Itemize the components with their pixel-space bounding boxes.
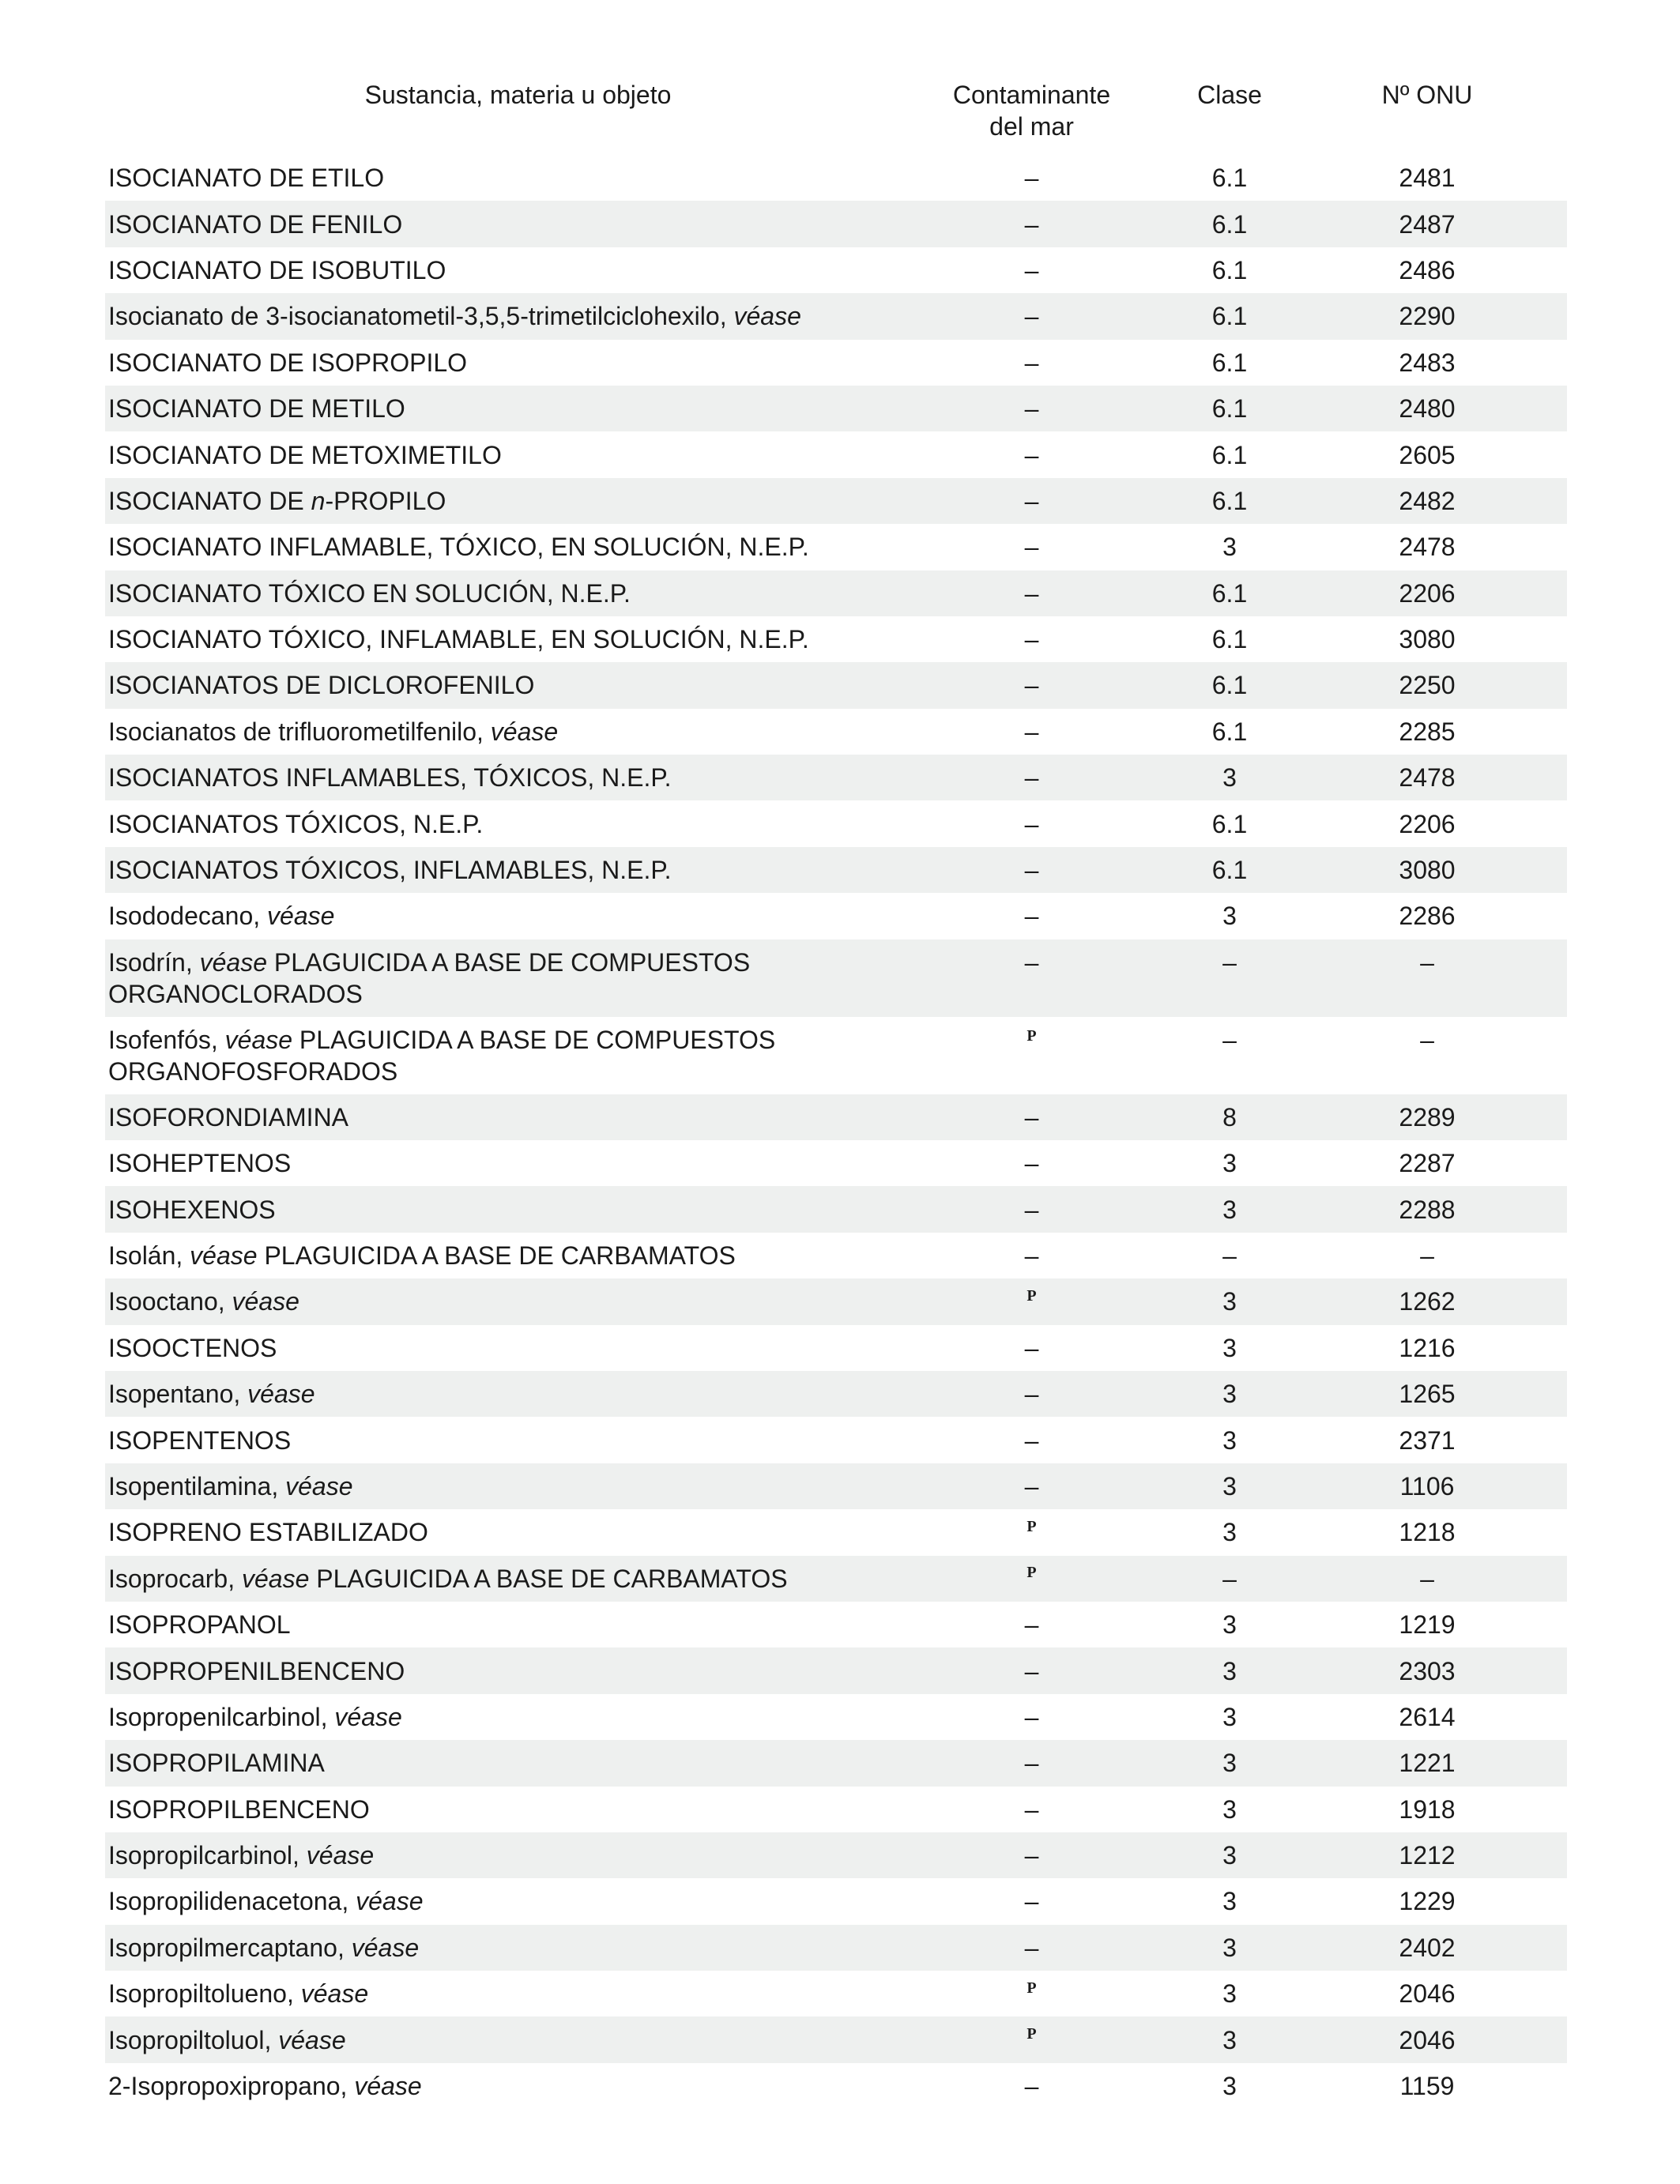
substance-name <box>105 1516 931 1548</box>
marine-pollutant-cell: – <box>1024 533 1039 562</box>
un-number-cell: 2206 <box>1399 809 1456 838</box>
substance-reference: PLAGUICIDA A BASE DE COMPUESTOS ORGANOCLORADOS <box>108 947 751 1008</box>
substance-text: ISOHEPTENOS <box>108 1149 292 1178</box>
marine-pollutant-cell: – <box>1024 394 1039 424</box>
substance-reference: -PROPILO <box>325 486 446 515</box>
substance-name <box>105 254 931 286</box>
substance-name <box>105 1794 931 1825</box>
class-cell: 6.1 <box>1211 255 1248 284</box>
substance-italic: véase <box>278 1471 353 1501</box>
substance-name <box>105 1425 931 1456</box>
un-number-cell: 3080 <box>1399 856 1456 885</box>
substance-text: Isooctano, <box>108 1287 225 1316</box>
substance-text: ISOPROPILAMINA <box>108 1749 325 1778</box>
substance-name <box>105 209 931 240</box>
marine-pollutant-cell: – <box>1024 2072 1039 2101</box>
class-cell: 6.1 <box>1211 578 1248 608</box>
table-row <box>105 1140 1567 1186</box>
substance-name <box>105 1563 931 1595</box>
marine-pollutant-cell: – <box>1024 164 1039 193</box>
substance-text: ISOHEXENOS <box>108 1195 276 1224</box>
class-cell: 3 <box>1222 1195 1237 1224</box>
substance-italic: véase <box>348 1887 424 1916</box>
marine-pollutant-cell: – <box>1024 809 1039 838</box>
table-row <box>105 662 1567 708</box>
substance-text: ISOCIANATO TÓXICO, INFLAMABLE, EN SOLUCIÓN, N.E.P. <box>108 625 809 654</box>
substance-italic: véase <box>224 1287 299 1316</box>
table-row <box>105 431 1567 477</box>
un-number-cell: 2046 <box>1399 2025 1456 2054</box>
substance-name <box>105 1101 931 1133</box>
substance-text: ISOOCTENOS <box>108 1333 277 1362</box>
substance-text: ISOPROPENILBENCENO <box>108 1656 405 1685</box>
substance-reference: PLAGUICIDA A BASE DE CARBAMATOS <box>257 1241 736 1270</box>
class-cell: 3 <box>1222 2072 1237 2101</box>
class-cell: 3 <box>1222 2025 1237 2054</box>
substance-text: Isocianatos de trifluorometilfenilo, <box>108 717 484 746</box>
un-number-cell: 1216 <box>1399 1333 1456 1362</box>
substance-text: Isoprocarb, <box>108 1564 235 1593</box>
marine-pollutant-cell: – <box>1024 856 1039 885</box>
class-cell: 8 <box>1222 1102 1237 1132</box>
substance-text: ISOCIANATO DE FENILO <box>108 209 403 239</box>
table-row <box>105 1971 1567 2016</box>
marine-pollutant-symbol: P <box>1026 1979 1037 1997</box>
substance-name <box>105 1609 931 1640</box>
substance-name <box>105 1286 931 1317</box>
un-number-cell: 2289 <box>1399 1102 1456 1132</box>
table-row <box>105 478 1567 524</box>
un-number-cell: 2290 <box>1399 302 1456 331</box>
substance-name <box>105 1932 931 1964</box>
marine-pollutant-cell: – <box>1024 486 1039 515</box>
substance-name <box>105 531 931 563</box>
table-row <box>105 340 1567 386</box>
class-cell: 6.1 <box>1211 440 1248 469</box>
substance-name <box>105 762 931 793</box>
table-row <box>105 386 1567 431</box>
header-substance: Sustancia, materia u objeto <box>364 81 672 109</box>
substance-italic: véase <box>726 302 801 331</box>
un-number-cell: 2483 <box>1399 348 1456 377</box>
un-number-cell: 1918 <box>1399 1794 1456 1824</box>
class-cell: 6.1 <box>1211 486 1248 515</box>
un-number-cell: 2482 <box>1399 486 1456 515</box>
marine-pollutant-cell: – <box>1024 440 1039 469</box>
class-cell: 3 <box>1222 1333 1237 1362</box>
un-number-cell: 2487 <box>1399 209 1456 239</box>
un-number-cell: 1212 <box>1399 1841 1456 1870</box>
marine-pollutant-cell: – <box>1024 1195 1039 1224</box>
class-cell: 3 <box>1222 1702 1237 1731</box>
substance-name <box>105 1147 931 1179</box>
marine-pollutant-cell <box>931 1561 1132 1596</box>
marine-pollutant-cell: – <box>1024 1841 1039 1870</box>
marine-pollutant-cell: – <box>1024 717 1039 746</box>
marine-pollutant-symbol: P <box>1026 1564 1037 1582</box>
table-row <box>105 1509 1567 1555</box>
substance-italic: véase <box>347 2072 422 2101</box>
class-cell: 3 <box>1222 763 1237 793</box>
table-row <box>105 709 1567 755</box>
marine-pollutant-symbol: P <box>1026 1517 1037 1535</box>
substance-text: Isopropilidenacetona, <box>108 1887 349 1916</box>
substance-text: ISOCIANATO INFLAMABLE, TÓXICO, EN SOLUCIÓN, N.E.P. <box>108 533 809 562</box>
table-row <box>105 1278 1567 1324</box>
table-row <box>105 1417 1567 1463</box>
un-number-cell: 2614 <box>1399 1702 1456 1731</box>
table-row <box>105 755 1567 800</box>
table-row <box>105 1556 1567 1602</box>
page <box>105 79 1567 2109</box>
table-row <box>105 1878 1567 1924</box>
class-cell: 6.1 <box>1211 164 1248 193</box>
substance-text: ISOCIANATO TÓXICO EN SOLUCIÓN, N.E.P. <box>108 578 631 608</box>
substance-name <box>105 347 931 378</box>
class-cell: 6.1 <box>1211 625 1248 654</box>
substance-italic: véase <box>299 1841 375 1870</box>
table-row <box>105 293 1567 339</box>
substance-text: ISOCIANATO DE ISOPROPILO <box>108 348 468 377</box>
marine-pollutant-symbol: P <box>1026 2025 1037 2043</box>
marine-pollutant-cell: – <box>1024 1749 1039 1778</box>
substance-name <box>105 1655 931 1687</box>
table-row <box>105 939 1567 1017</box>
un-number-cell: 2250 <box>1399 671 1456 700</box>
un-number-cell: – <box>1420 1025 1434 1054</box>
substance-name <box>105 485 931 517</box>
substance-name <box>105 669 931 701</box>
un-number-cell: 1229 <box>1399 1887 1456 1916</box>
substance-name <box>105 439 931 471</box>
class-cell: 3 <box>1222 1794 1237 1824</box>
substance-italic: véase <box>293 1979 369 2009</box>
un-number-cell: 1262 <box>1399 1287 1456 1316</box>
table-row <box>105 1463 1567 1509</box>
substance-text: Isododecano, <box>108 902 261 931</box>
substance-text: ISOCIANATO DE <box>108 486 311 515</box>
class-cell: 3 <box>1222 1149 1237 1178</box>
substance-text: ISOCIANATOS INFLAMABLES, TÓXICOS, N.E.P. <box>108 763 672 793</box>
substance-text: Isolán, <box>108 1241 183 1270</box>
marine-pollutant-cell: – <box>1024 578 1039 608</box>
substance-text: ISOPRENO ESTABILIZADO <box>108 1518 428 1547</box>
substance-text: Isopropiltolueno, <box>108 1979 294 2009</box>
marine-pollutant-cell: – <box>1024 1380 1039 1409</box>
marine-pollutant-cell: – <box>1024 1425 1039 1455</box>
substance-name <box>105 1978 931 2009</box>
class-cell: 6.1 <box>1211 671 1248 700</box>
substance-name <box>105 300 931 332</box>
substance-text: Isopentano, <box>108 1380 241 1409</box>
substance-italic: véase <box>192 947 267 977</box>
substance-italic: véase <box>483 717 559 746</box>
class-cell: – <box>1222 1241 1237 1270</box>
un-number-cell: 3080 <box>1399 625 1456 654</box>
substance-italic: véase <box>217 1025 293 1054</box>
un-number-cell: 1159 <box>1399 2072 1455 2101</box>
class-cell: 3 <box>1222 1287 1237 1316</box>
marine-pollutant-cell <box>931 2022 1132 2058</box>
substance-name <box>105 1332 931 1364</box>
table-row <box>105 1740 1567 1786</box>
un-number-cell: 2481 <box>1399 164 1456 193</box>
un-number-cell: 1106 <box>1399 1471 1455 1501</box>
table-row <box>105 1325 1567 1371</box>
class-cell: – <box>1222 947 1237 977</box>
un-number-cell: 2303 <box>1399 1656 1456 1685</box>
class-cell: 3 <box>1222 1933 1237 1962</box>
substance-italic: n <box>311 486 326 515</box>
marine-pollutant-cell: – <box>1024 255 1039 284</box>
table-row <box>105 1787 1567 1832</box>
un-number-cell: 2371 <box>1399 1425 1456 1455</box>
class-cell: 3 <box>1222 1979 1237 2009</box>
un-number-cell: 2206 <box>1399 578 1456 608</box>
class-cell: – <box>1222 1025 1237 1054</box>
header-un-number: Nº ONU <box>1381 81 1473 109</box>
substance-text: ISOPROPANOL <box>108 1610 291 1640</box>
header-marine-pollutant <box>931 79 1132 155</box>
class-cell: 3 <box>1222 1471 1237 1501</box>
substance-name <box>105 1470 931 1502</box>
marine-pollutant-cell: – <box>1024 1610 1039 1640</box>
marine-pollutant-cell <box>931 1976 1132 2012</box>
class-cell: 3 <box>1222 1518 1237 1547</box>
table-row <box>105 570 1567 616</box>
substance-italic: véase <box>271 2025 346 2054</box>
table-body <box>105 155 1567 2109</box>
substance-name <box>105 808 931 840</box>
un-number-cell: 2285 <box>1399 717 1456 746</box>
marine-pollutant-cell: – <box>1024 1333 1039 1362</box>
substance-name <box>105 854 931 886</box>
substance-name <box>105 947 931 1010</box>
un-number-cell: 2605 <box>1399 440 1456 469</box>
marine-pollutant-symbol: P <box>1026 1026 1037 1045</box>
marine-pollutant-cell: – <box>1024 1656 1039 1685</box>
substance-italic: véase <box>260 902 335 931</box>
substance-text: Isopentilamina, <box>108 1471 279 1501</box>
marine-pollutant-cell: – <box>1024 348 1039 377</box>
marine-pollutant-cell: – <box>1024 1241 1039 1270</box>
substance-name <box>105 1839 931 1871</box>
marine-pollutant-cell <box>931 1284 1132 1320</box>
table-row <box>105 893 1567 939</box>
un-number-cell: 1218 <box>1399 1518 1456 1547</box>
un-number-cell: 2478 <box>1399 533 1456 562</box>
substance-italic: véase <box>344 1933 420 1962</box>
table-row <box>105 1186 1567 1232</box>
class-cell: 6.1 <box>1211 302 1248 331</box>
substance-italic: véase <box>327 1702 402 1731</box>
substance-italic: véase <box>183 1241 258 1270</box>
substance-italic: véase <box>240 1380 315 1409</box>
class-cell: 3 <box>1222 1887 1237 1916</box>
table-row <box>105 2016 1567 2062</box>
substance-name <box>105 1885 931 1917</box>
substance-text: ISOCIANATO DE METOXIMETILO <box>108 440 502 469</box>
un-number-cell: – <box>1420 1564 1434 1593</box>
marine-pollutant-cell <box>931 1515 1132 1550</box>
un-number-cell: 1219 <box>1399 1610 1456 1640</box>
substance-name <box>105 716 931 747</box>
substance-text: ISOCIANATOS TÓXICOS, N.E.P. <box>108 809 484 838</box>
table-row <box>105 1602 1567 1647</box>
class-cell: 3 <box>1222 1841 1237 1870</box>
substance-name <box>105 1747 931 1779</box>
header-marine-line1: Contaminante <box>952 81 1111 109</box>
substance-text: Isopropilmercaptano, <box>108 1933 345 1962</box>
substance-italic: véase <box>235 1564 310 1593</box>
class-cell: 3 <box>1222 902 1237 931</box>
marine-pollutant-cell: – <box>1024 625 1039 654</box>
class-cell: 3 <box>1222 1610 1237 1640</box>
substance-text: ISOCIANATOS TÓXICOS, INFLAMABLES, N.E.P. <box>108 856 672 885</box>
table-row <box>105 1094 1567 1140</box>
table-row <box>105 524 1567 570</box>
class-cell: 6.1 <box>1211 856 1248 885</box>
header-marine-line2: del mar <box>989 112 1074 141</box>
un-number-cell: 2478 <box>1399 763 1456 793</box>
un-number-cell: 2486 <box>1399 255 1456 284</box>
substance-text: ISOPENTENOS <box>108 1425 292 1455</box>
marine-pollutant-cell: – <box>1024 947 1039 977</box>
table-row <box>105 247 1567 293</box>
substance-text: ISOCIANATO DE ETILO <box>108 164 385 193</box>
marine-pollutant-cell: – <box>1024 671 1039 700</box>
table-row <box>105 2063 1567 2109</box>
substance-name <box>105 1701 931 1733</box>
substance-name <box>105 1240 931 1271</box>
substance-text: Isofenfós, <box>108 1025 218 1054</box>
substance-reference: PLAGUICIDA A BASE DE COMPUESTOS ORGANOFOSFORADOS <box>108 1025 776 1086</box>
substance-text: Isopropiltoluol, <box>108 2025 272 2054</box>
un-number-cell: 1265 <box>1399 1380 1456 1409</box>
un-number-cell: 2046 <box>1399 1979 1456 2009</box>
substance-text: ISOPROPILBENCENO <box>108 1794 370 1824</box>
class-cell: 3 <box>1222 1749 1237 1778</box>
un-number-cell: – <box>1420 1241 1434 1270</box>
marine-pollutant-cell <box>931 1024 1132 1060</box>
substance-name <box>105 1194 931 1226</box>
substance-reference: PLAGUICIDA A BASE DE CARBAMATOS <box>309 1564 788 1593</box>
substance-text: Isocianato de 3-isocianatometil-3,5,5-trimetilciclohexilo, <box>108 302 727 331</box>
substance-name <box>105 578 931 609</box>
marine-pollutant-cell: – <box>1024 209 1039 239</box>
class-cell: 6.1 <box>1211 394 1248 424</box>
class-cell: 6.1 <box>1211 209 1248 239</box>
marine-pollutant-cell: – <box>1024 1794 1039 1824</box>
substance-name <box>105 2070 931 2102</box>
substance-text: ISOCIANATOS DE DICLOROFENILO <box>108 671 535 700</box>
substance-text: ISOFORONDIAMINA <box>108 1102 349 1132</box>
substance-text: ISOCIANATO DE METILO <box>108 394 405 424</box>
un-number-cell: 2288 <box>1399 1195 1456 1224</box>
marine-pollutant-cell: – <box>1024 302 1039 331</box>
un-number-cell: 2286 <box>1399 902 1456 931</box>
substance-text: Isodrín, <box>108 947 193 977</box>
un-number-cell: 1221 <box>1399 1749 1456 1778</box>
table-header <box>105 79 1567 155</box>
table-row <box>105 155 1567 201</box>
substance-name <box>105 162 931 194</box>
table-row <box>105 1925 1567 1971</box>
substance-text: 2-Isopropoxipropano, <box>108 2072 348 2101</box>
table-row <box>105 847 1567 893</box>
table-row <box>105 800 1567 846</box>
table-row <box>105 1832 1567 1878</box>
table-row <box>105 201 1567 247</box>
class-cell: 3 <box>1222 1425 1237 1455</box>
class-cell: 6.1 <box>1211 717 1248 746</box>
substance-name <box>105 900 931 932</box>
class-cell: 3 <box>1222 1656 1237 1685</box>
substance-name <box>105 623 931 655</box>
substance-text: ISOCIANATO DE ISOBUTILO <box>108 255 446 284</box>
marine-pollutant-cell: – <box>1024 1933 1039 1962</box>
table-row <box>105 616 1567 662</box>
marine-pollutant-cell: – <box>1024 902 1039 931</box>
substance-text: Isopropenilcarbinol, <box>108 1702 328 1731</box>
un-number-cell: 2287 <box>1399 1149 1456 1178</box>
substance-name <box>105 1378 931 1410</box>
substance-name <box>105 393 931 424</box>
marine-pollutant-cell: – <box>1024 1102 1039 1132</box>
substance-name <box>105 1024 931 1087</box>
table-row <box>105 1017 1567 1094</box>
table-row <box>105 1371 1567 1417</box>
substance-name <box>105 2024 931 2056</box>
marine-pollutant-cell: – <box>1024 1471 1039 1501</box>
marine-pollutant-symbol: P <box>1026 1286 1037 1305</box>
marine-pollutant-cell: – <box>1024 1702 1039 1731</box>
table-row <box>105 1233 1567 1278</box>
marine-pollutant-cell: – <box>1024 763 1039 793</box>
marine-pollutant-cell: – <box>1024 1149 1039 1178</box>
class-cell: 3 <box>1222 1380 1237 1409</box>
un-number-cell: 2402 <box>1399 1933 1456 1962</box>
table-row <box>105 1694 1567 1740</box>
un-number-cell: – <box>1420 947 1434 977</box>
class-cell: 3 <box>1222 533 1237 562</box>
marine-pollutant-cell: – <box>1024 1887 1039 1916</box>
header-class: Clase <box>1197 81 1262 109</box>
class-cell: 6.1 <box>1211 809 1248 838</box>
table-row <box>105 1647 1567 1693</box>
substance-text: Isopropilcarbinol, <box>108 1841 299 1870</box>
class-cell: – <box>1222 1564 1237 1593</box>
class-cell: 6.1 <box>1211 348 1248 377</box>
un-number-cell: 2480 <box>1399 394 1456 424</box>
